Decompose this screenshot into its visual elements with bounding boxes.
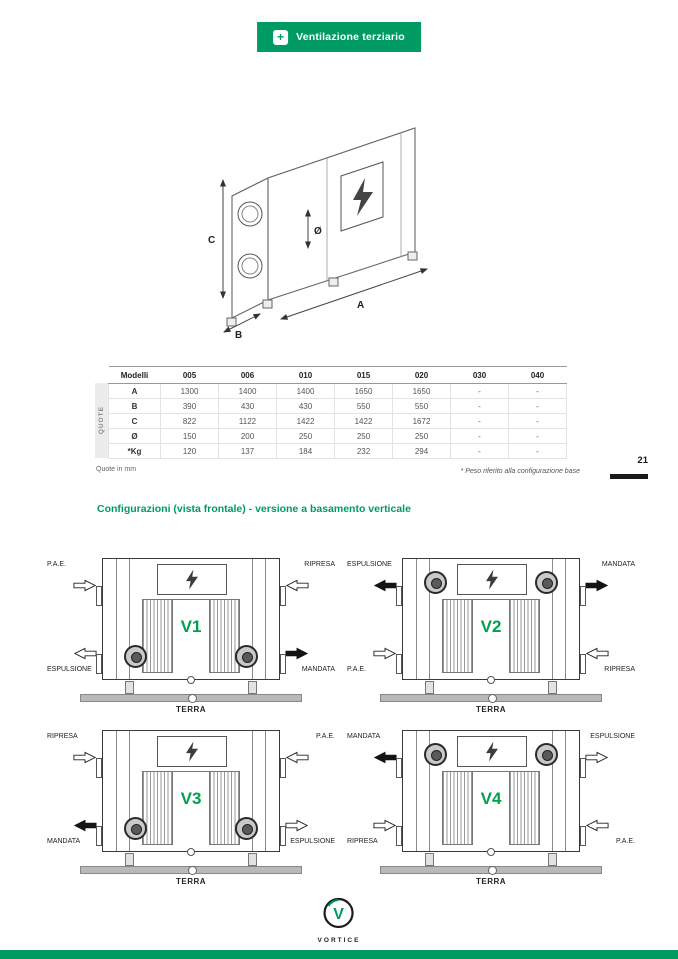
duct-flange [280, 654, 286, 674]
electrical-box [157, 736, 227, 767]
unit-foot [125, 681, 134, 694]
table-note-units: Quote in mm [96, 466, 137, 473]
config-name: V1 [180, 617, 202, 636]
lightning-icon [186, 742, 198, 762]
table-cell: 1122 [219, 414, 277, 429]
unit-foot [248, 853, 257, 866]
table-cell: 250 [393, 429, 451, 444]
flow-label: RIPRESA [304, 561, 335, 568]
column-header: 010 [277, 367, 335, 384]
unit-front-view [402, 558, 580, 680]
table-cell: 250 [277, 429, 335, 444]
technical-drawing [205, 110, 505, 360]
table-cell: 550 [335, 399, 393, 414]
table-note-weight: * Peso riferito alla configurazione base [460, 468, 580, 475]
fan-icon [535, 743, 558, 766]
row-label: *Kg [109, 444, 161, 459]
column-header: 006 [219, 367, 277, 384]
ground-terminal-icon [487, 848, 495, 856]
duct-flange [396, 586, 402, 606]
unit-foot [408, 252, 417, 260]
badge-label: Ventilazione terziario [296, 31, 405, 43]
table-cell: - [509, 429, 567, 444]
flow-label: P.A.E. [347, 666, 366, 673]
row-label: A [109, 384, 161, 399]
table-cell: 250 [335, 429, 393, 444]
header-badge [257, 22, 421, 52]
flow-arrow-icon [73, 579, 97, 592]
flow-arrow-icon [373, 819, 397, 832]
panel-line [416, 559, 417, 679]
flow-label: RIPRESA [47, 733, 78, 740]
column-header: 030 [451, 367, 509, 384]
medical-cross-icon: + [273, 30, 288, 45]
heat-exchanger-hatch [442, 771, 473, 845]
panel-line [265, 559, 266, 679]
duct-flange [396, 654, 402, 674]
column-header: 040 [509, 367, 567, 384]
duct-flange [96, 826, 102, 846]
flow-label: P.A.E. [47, 561, 66, 568]
column-header: 005 [161, 367, 219, 384]
unit-left-face [232, 178, 268, 318]
logo-letter: V [333, 906, 345, 923]
unit-front-view [402, 730, 580, 852]
unit-foot [425, 853, 434, 866]
table-group-label: QUOTE [98, 406, 105, 435]
heat-exchanger-cap [173, 599, 209, 600]
flow-arrow-icon [285, 579, 309, 592]
configurations-grid [45, 548, 637, 888]
flow-arrow-icon [585, 819, 609, 832]
table-cell: 430 [277, 399, 335, 414]
table-cell: - [509, 414, 567, 429]
table-cell: 1650 [335, 384, 393, 399]
table-cell: - [451, 399, 509, 414]
unit-front-view [102, 558, 280, 680]
panel-line [416, 731, 417, 851]
config-name: V4 [480, 789, 502, 808]
flow-label: MANDATA [347, 733, 381, 740]
fan-icon [424, 571, 447, 594]
ground-terminal-icon [187, 676, 195, 684]
fan-icon [124, 645, 147, 668]
table-cell: 1422 [335, 414, 393, 429]
heat-exchanger-hatch [142, 599, 173, 673]
lightning-icon [486, 570, 498, 590]
duct-flange [580, 826, 586, 846]
duct-flange [96, 654, 102, 674]
dimensions-table [108, 366, 567, 459]
panel-line [116, 559, 117, 679]
table-cell: 430 [219, 399, 277, 414]
flow-arrow-icon [73, 647, 97, 660]
table-cell: 1400 [277, 384, 335, 399]
unit-front-view [102, 730, 280, 852]
unit-foot [248, 681, 257, 694]
flow-arrow-icon [285, 647, 309, 660]
table-header-row [109, 367, 567, 384]
table-cell: - [509, 444, 567, 459]
config-name: V2 [480, 617, 502, 636]
unit-foot [125, 853, 134, 866]
flow-label: ESPULSIONE [290, 838, 335, 845]
section-title: Configurazioni (vista frontale) - versione a basamento verticale [97, 503, 411, 515]
electrical-box [457, 564, 527, 595]
flow-arrow-icon [585, 579, 609, 592]
config-v1 [45, 548, 337, 716]
flow-arrow-icon [373, 579, 397, 592]
lightning-icon [186, 570, 198, 590]
flow-arrow-icon [285, 751, 309, 764]
flow-label: RIPRESA [347, 838, 378, 845]
table-cell: - [451, 414, 509, 429]
heat-exchanger-hatch [442, 599, 473, 673]
page-number: 21 [637, 455, 648, 466]
table-row [109, 384, 567, 399]
table-row [109, 429, 567, 444]
row-label: B [109, 399, 161, 414]
logo-text: VORTICE [317, 937, 361, 944]
table-cell: 1650 [393, 384, 451, 399]
table-row [109, 444, 567, 459]
unit-foot [548, 681, 557, 694]
row-label: C [109, 414, 161, 429]
ground-label: TERRA [175, 877, 207, 886]
duct-flange [396, 826, 402, 846]
flow-label: MANDATA [301, 666, 335, 673]
ground-label: TERRA [475, 877, 507, 886]
table-cell: 550 [393, 399, 451, 414]
flow-label: MANDATA [601, 561, 635, 568]
ground-label: TERRA [175, 705, 207, 714]
flow-arrow-icon [585, 751, 609, 764]
table-cell: 1400 [219, 384, 277, 399]
table-cell: 1422 [277, 414, 335, 429]
table-cell: 232 [335, 444, 393, 459]
unit-foot [548, 853, 557, 866]
table-cell: 184 [277, 444, 335, 459]
unit-foot [425, 681, 434, 694]
table-cell: 200 [219, 429, 277, 444]
flow-arrow-icon [585, 647, 609, 660]
duct-flange [580, 586, 586, 606]
fan-icon [124, 817, 147, 840]
heat-exchanger-cap [473, 771, 509, 772]
flow-label: MANDATA [47, 838, 81, 845]
table-cell: 822 [161, 414, 219, 429]
table-row [109, 414, 567, 429]
ground-label: TERRA [475, 705, 507, 714]
duct-flange [580, 758, 586, 778]
table-cell: - [509, 384, 567, 399]
flow-label: P.A.E. [616, 838, 635, 845]
duct-flange [580, 654, 586, 674]
dimension-label-c: C [208, 235, 216, 246]
duct-flange [396, 758, 402, 778]
ground-bar [380, 866, 602, 874]
table-cell: 120 [161, 444, 219, 459]
table-cell: - [451, 429, 509, 444]
config-name: V3 [180, 789, 202, 808]
heat-exchanger-cap [173, 771, 209, 772]
lightning-icon [486, 742, 498, 762]
table-cell: - [451, 444, 509, 459]
heat-exchanger-hatch [509, 771, 540, 845]
fan-icon [235, 645, 258, 668]
column-header: Modelli [109, 367, 161, 384]
table-cell: 1300 [161, 384, 219, 399]
column-header: 015 [335, 367, 393, 384]
unit-foot [263, 300, 272, 308]
ground-bar [80, 694, 302, 702]
flow-arrow-icon [373, 647, 397, 660]
dimension-label-b: B [235, 330, 243, 341]
fan-icon [235, 817, 258, 840]
table-cell: 294 [393, 444, 451, 459]
flow-label: ESPULSIONE [347, 561, 392, 568]
panel-line [265, 731, 266, 851]
config-v3 [45, 720, 337, 888]
flow-arrow-icon [73, 819, 97, 832]
dimension-label-a: A [357, 300, 365, 311]
table-cell: - [451, 384, 509, 399]
flow-label: P.A.E. [316, 733, 335, 740]
panel-line [565, 559, 566, 679]
panel-line [565, 731, 566, 851]
column-header: 020 [393, 367, 451, 384]
config-v4 [345, 720, 637, 888]
heat-exchanger-cap [473, 599, 509, 600]
ground-terminal-icon [187, 848, 195, 856]
fan-icon [535, 571, 558, 594]
flow-arrow-icon [285, 819, 309, 832]
duct-flange [96, 586, 102, 606]
ground-bar [380, 694, 602, 702]
table-group-band [95, 383, 108, 458]
row-label: Ø [109, 429, 161, 444]
duct-flange [280, 758, 286, 778]
table-cell: 137 [219, 444, 277, 459]
vortice-logo [318, 895, 361, 944]
table-cell: 1672 [393, 414, 451, 429]
table-cell: - [509, 399, 567, 414]
electrical-box [157, 564, 227, 595]
flow-arrow-icon [373, 751, 397, 764]
fan-icon [424, 743, 447, 766]
dimensions-table-block [95, 366, 567, 459]
ground-terminal-icon [487, 676, 495, 684]
page-number-rule [610, 474, 648, 479]
duct-flange [280, 826, 286, 846]
table-row [109, 399, 567, 414]
electrical-box [457, 736, 527, 767]
footer-accent-bar [0, 950, 678, 959]
table-cell: 150 [161, 429, 219, 444]
flow-label: ESPULSIONE [47, 666, 92, 673]
unit-foot [329, 278, 338, 286]
ground-bar [80, 866, 302, 874]
flow-label: ESPULSIONE [590, 733, 635, 740]
flow-label: RIPRESA [604, 666, 635, 673]
duct-flange [280, 586, 286, 606]
heat-exchanger-hatch [142, 771, 173, 845]
duct-flange [96, 758, 102, 778]
config-v2 [345, 548, 637, 716]
unit-foot [227, 318, 236, 326]
heat-exchanger-hatch [509, 599, 540, 673]
dimension-label-diameter: Ø [314, 226, 322, 237]
table-cell: 390 [161, 399, 219, 414]
panel-line [116, 731, 117, 851]
flow-arrow-icon [73, 751, 97, 764]
vortice-logo-icon [321, 895, 357, 931]
